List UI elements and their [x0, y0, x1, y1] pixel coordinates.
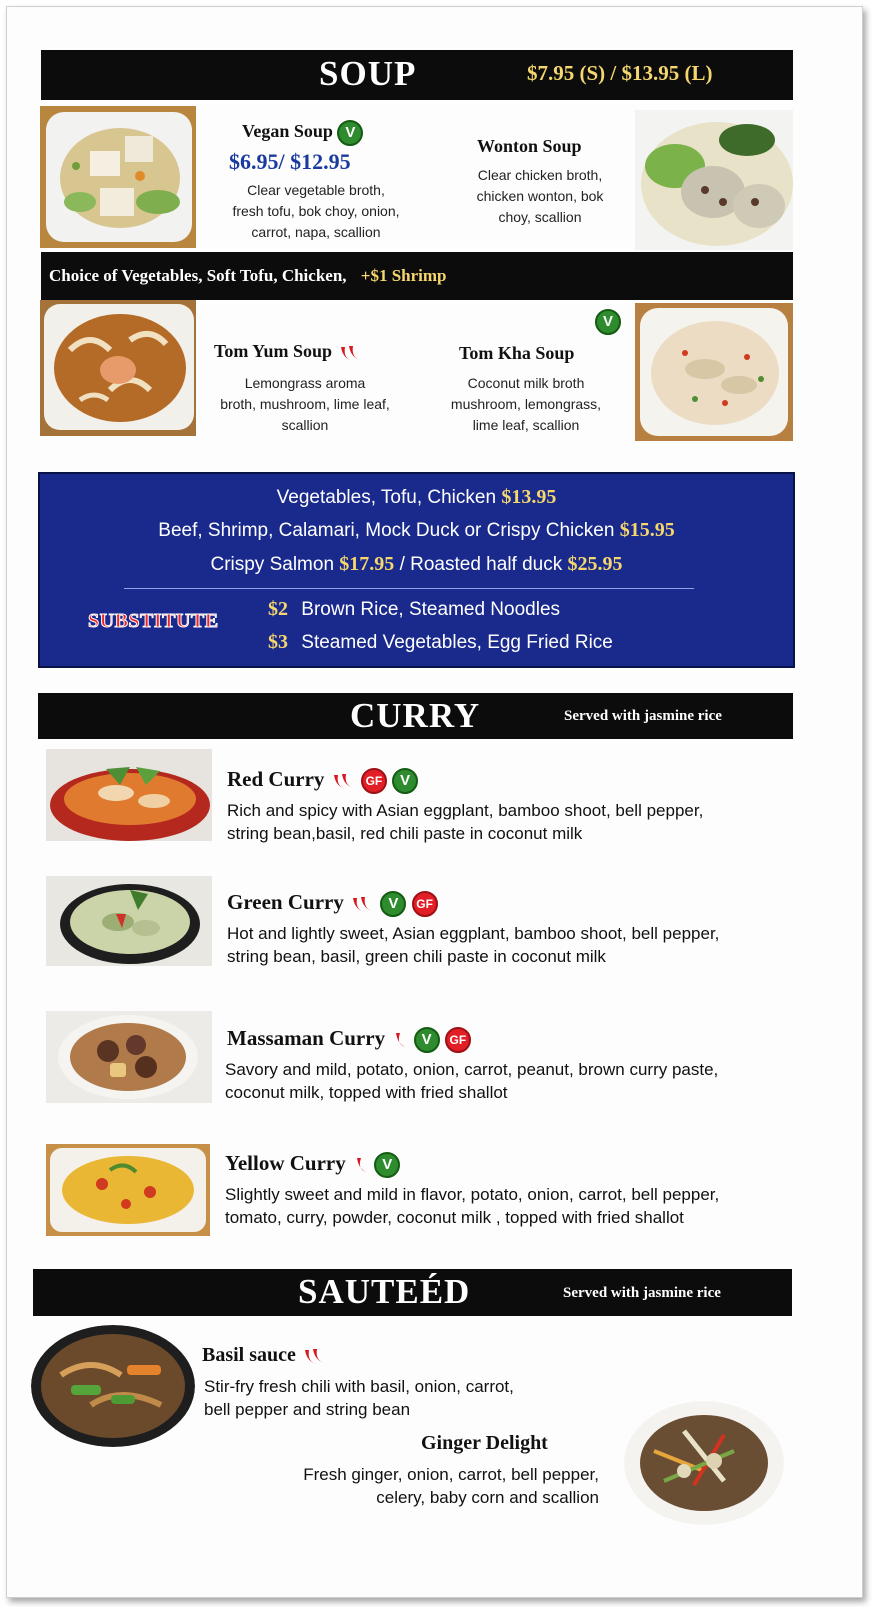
vegetarian-icon: V — [374, 1152, 400, 1178]
tom-kha-image — [635, 303, 793, 441]
chili-pepper-icon — [349, 894, 375, 914]
vegan-soup-photo — [40, 106, 196, 248]
vegan-soup-image — [40, 106, 196, 248]
pricing-line-3 — [40, 553, 793, 576]
yellow-curry-desc — [225, 1183, 795, 1229]
desc-line: chicken wonton, bok — [476, 188, 604, 204]
vegan-soup-name — [242, 120, 363, 146]
wonton-soup-image — [635, 110, 793, 250]
green-curry-name-text: Green Curry — [227, 890, 344, 914]
basil-sauce-name — [202, 1344, 327, 1367]
substitute-2-price: $3 — [268, 631, 288, 653]
tom-yum-photo — [40, 300, 196, 436]
desc-line: Lemongrass aroma — [244, 375, 366, 391]
curry-header-bar — [38, 693, 793, 739]
desc-line: celery, baby corn and scallion — [376, 1488, 599, 1507]
desc-line: Hot and lightly sweet, Asian eggplant, bamboo shoot, bell pepper, — [227, 924, 720, 943]
menu-sheet — [6, 6, 863, 1598]
curry-title: CURRY — [350, 696, 481, 735]
pricing-line-2 — [40, 519, 793, 542]
massaman-curry-image — [46, 1011, 212, 1103]
basil-sauce-name-text: Basil sauce — [202, 1344, 296, 1366]
desc-line: Stir-fry fresh chili with basil, onion, carrot, — [204, 1377, 514, 1396]
chili-pepper-icon — [390, 1030, 408, 1050]
desc-line: Clear chicken broth, — [477, 167, 603, 183]
tom-kha-photo — [635, 303, 793, 441]
pricing-line-3-price-a: $17.95 — [339, 553, 395, 575]
tom-yum-name-text: Tom Yum Soup — [214, 341, 333, 361]
gluten-free-icon: GF — [361, 768, 387, 794]
red-curry-name — [227, 767, 418, 794]
wonton-soup-name: Wonton Soup — [477, 136, 582, 156]
green-curry-name — [227, 890, 438, 917]
basil-sauce-desc — [204, 1375, 604, 1421]
pricing-line-2-price: $15.95 — [619, 519, 675, 541]
desc-line: broth, mushroom, lime leaf, — [220, 396, 390, 412]
chili-pepper-icon — [301, 1346, 327, 1366]
red-curry-desc — [227, 799, 787, 845]
substitute-line-2 — [268, 631, 613, 654]
red-curry-image — [46, 749, 212, 841]
tom-kha-desc — [431, 373, 621, 436]
desc-line: fresh tofu, bok choy, onion, — [232, 203, 400, 219]
sauteed-title: SAUTEÉD — [298, 1272, 471, 1311]
ginger-delight-image — [624, 1401, 784, 1525]
chili-pepper-icon — [351, 1155, 369, 1175]
choice-text — [49, 266, 447, 286]
soup-title: SOUP — [319, 54, 417, 93]
desc-line: Fresh ginger, onion, carrot, bell pepper, — [303, 1465, 599, 1484]
desc-line: tomato, curry, powder, coconut milk , topped with fried shallot — [225, 1208, 684, 1227]
pricing-line-2-text: Beef, Shrimp, Calamari, Mock Duck or Crispy Chicken — [158, 520, 615, 541]
desc-line: choy, scallion — [498, 209, 582, 225]
substitute-line-1 — [268, 598, 560, 621]
tom-kha-name: Tom Kha Soup — [459, 343, 575, 363]
vegan-soup-price: $6.95/ $12.95 — [229, 149, 351, 174]
yellow-curry-image — [46, 1144, 210, 1236]
pricing-line-1-price: $13.95 — [501, 486, 557, 508]
chili-pepper-icon — [337, 343, 361, 363]
gluten-free-icon: GF — [412, 891, 438, 917]
red-curry-photo — [46, 749, 212, 841]
curry-served: Served with jasmine rice — [564, 708, 722, 724]
desc-line: string bean,basil, red chili paste in coconut milk — [227, 824, 583, 843]
soup-price: $7.95 (S) / $13.95 (L) — [527, 61, 713, 85]
desc-line: Savory and mild, potato, onion, carrot, peanut, brown curry paste, — [225, 1060, 719, 1079]
sauteed-served: Served with jasmine rice — [563, 1285, 721, 1301]
massaman-curry-name — [227, 1026, 471, 1053]
choice-text-extra: +$1 Shrimp — [360, 266, 447, 285]
pricing-line-3-price-b: $25.95 — [567, 553, 623, 575]
sauteed-header-bar — [33, 1269, 792, 1316]
pricing-divider — [124, 588, 694, 589]
green-curry-photo — [46, 876, 212, 966]
tom-kha-vegetarian-badge — [595, 309, 621, 335]
vegan-soup-name-text: Vegan Soup — [242, 121, 333, 142]
desc-line: Clear vegetable broth, — [247, 182, 385, 198]
ginger-delight-desc — [247, 1463, 599, 1509]
desc-line: string bean, basil, green chili paste in coconut milk — [227, 947, 606, 966]
desc-line: mushroom, lemongrass, — [450, 396, 602, 412]
tom-yum-name — [214, 341, 361, 363]
choice-text-main: Choice of Vegetables, Soft Tofu, Chicken, — [49, 266, 347, 285]
desc-line: Coconut milk broth — [467, 375, 585, 391]
pricing-line-1-text: Vegetables, Tofu, Chicken — [276, 487, 497, 508]
tom-yum-image — [40, 300, 196, 436]
desc-line: carrot, napa, scallion — [251, 224, 381, 240]
wonton-soup-desc — [455, 165, 625, 228]
yellow-curry-name — [225, 1151, 400, 1178]
basil-sauce-image — [31, 1325, 195, 1447]
soup-header-bar — [41, 50, 793, 100]
red-curry-name-text: Red Curry — [227, 767, 325, 791]
green-curry-desc — [227, 922, 792, 968]
wonton-soup-photo — [635, 110, 793, 250]
substitute-1-price: $2 — [268, 598, 288, 620]
desc-line: coconut milk, topped with fried shallot — [225, 1083, 508, 1102]
pricing-line-3-text-b: / Roasted half duck — [399, 554, 563, 575]
desc-line: bell pepper and string bean — [204, 1400, 411, 1419]
choice-bar — [41, 252, 793, 300]
gluten-free-icon: GF — [445, 1027, 471, 1053]
vegetarian-icon: V — [380, 891, 406, 917]
massaman-curry-desc — [225, 1058, 795, 1104]
substitute-2-text: Steamed Vegetables, Egg Fried Rice — [301, 632, 613, 653]
massaman-curry-name-text: Massaman Curry — [227, 1026, 386, 1050]
vegetarian-icon: V — [392, 768, 418, 794]
substitute-1-text: Brown Rice, Steamed Noodles — [301, 599, 561, 620]
vegetarian-icon: V — [414, 1027, 440, 1053]
desc-line: scallion — [281, 417, 329, 433]
yellow-curry-photo — [46, 1144, 210, 1236]
pricing-line-3-text-a: Crispy Salmon — [210, 554, 335, 575]
ginger-delight-name: Ginger Delight — [421, 1432, 548, 1454]
green-curry-image — [46, 876, 212, 966]
desc-line: lime leaf, scallion — [472, 417, 580, 433]
basil-sauce-photo — [31, 1325, 195, 1447]
substitute-label: SUBSTITUTE — [88, 610, 219, 632]
vegetarian-icon: V — [595, 309, 621, 335]
yellow-curry-name-text: Yellow Curry — [225, 1151, 346, 1175]
ginger-delight-photo — [624, 1401, 784, 1525]
chili-pepper-icon — [330, 771, 356, 791]
pricing-line-1 — [40, 486, 793, 509]
tom-yum-desc — [199, 373, 411, 436]
desc-line: Slightly sweet and mild in flavor, potato, onion, carrot, bell pepper, — [225, 1185, 720, 1204]
vegetarian-icon: V — [337, 120, 363, 146]
vegan-soup-desc — [211, 180, 421, 243]
desc-line: Rich and spicy with Asian eggplant, bamboo shoot, bell pepper, — [227, 801, 704, 820]
massaman-curry-photo — [46, 1011, 212, 1103]
pricing-box — [38, 472, 795, 668]
